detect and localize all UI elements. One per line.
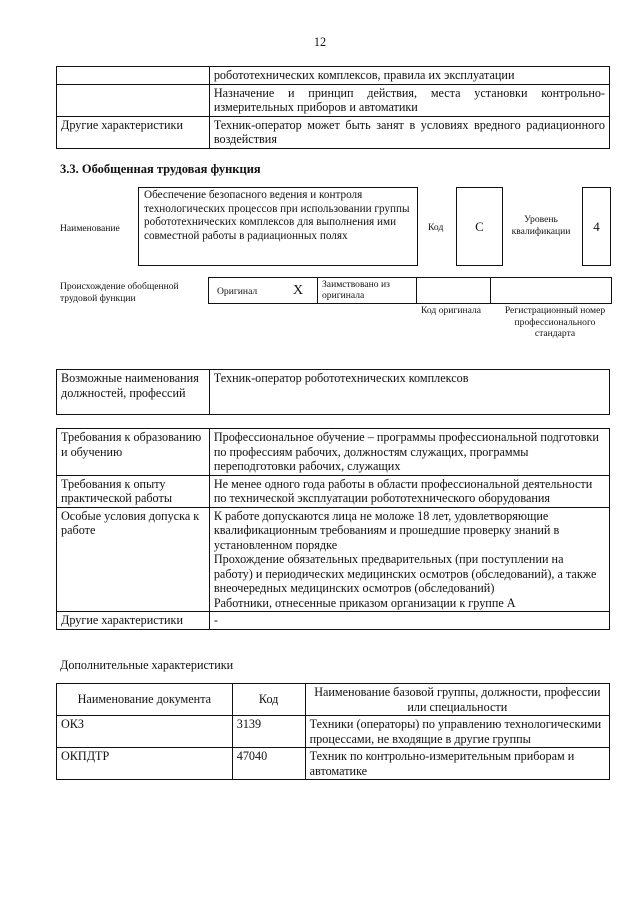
- function-name-box: Обеспечение безопасного ведения и контроля технологических процессов при использовании группы робототехнических комплексов для выполнения ими совместной работы в радиационных полях: [138, 187, 418, 266]
- table-cell-value: Назначение и принцип действия, места установки контрольно-измерительных приборов и автоматики: [209, 84, 609, 116]
- header-name: Наименование базовой группы, должности, профессии или специальности: [305, 684, 609, 716]
- level-value-box: 4: [582, 187, 611, 266]
- original-label: Оригинал: [217, 286, 258, 297]
- table-row: [57, 429, 610, 476]
- code-label: Код: [428, 222, 444, 233]
- requirement-value: Не менее одного года работы в области профессиональной деятельности по технической эксплуатации робототехнического оборудования: [209, 475, 609, 507]
- origin-label: Происхождение обобщенной трудовой функции: [60, 281, 179, 304]
- table-cell-label: [57, 84, 210, 116]
- page-number: 12: [313, 35, 327, 49]
- name-label: Наименование: [60, 223, 120, 234]
- additional-title: Дополнительные характеристики: [60, 658, 234, 672]
- table-row: [57, 475, 610, 507]
- origin-divider: [490, 278, 491, 303]
- requirement-line: К работе допускаются лица не моложе 18 лет, удовлетворяющие квалификационным требованиям и прошедшие проверку знаний в установленном порядке: [213, 508, 560, 552]
- table-row: [57, 612, 610, 630]
- header-code: Код: [232, 684, 305, 716]
- table-row: [57, 748, 610, 780]
- top-table: [56, 66, 610, 149]
- header-doc: Наименование документа: [57, 684, 233, 716]
- code-cell: 3139: [232, 716, 305, 748]
- level-label: Уровень квалификации: [511, 214, 571, 237]
- origin-divider: [317, 278, 318, 303]
- doc-cell: ОКПДТР: [57, 748, 233, 780]
- doc-cell: ОКЗ: [57, 716, 233, 748]
- positions-table: [56, 369, 610, 415]
- origin-box: [208, 277, 612, 304]
- requirement-line: Прохождение обязательных предварительных (при поступлении на работу) и периодических медицинских осмотров (обследований), а также внеочередных медицинских осмотров (обследований): [213, 552, 597, 595]
- requirements-table: [56, 428, 610, 630]
- requirement-label: Другие характеристики: [57, 612, 210, 630]
- positions-value: Техник-оператор робототехнических комплексов: [209, 370, 609, 415]
- requirement-value: [209, 507, 609, 612]
- name-cell: Техник по контрольно-измерительным приборам и автоматике: [305, 748, 609, 780]
- additional-table: [56, 683, 610, 780]
- requirement-value: Профессиональное обучение – программы профессиональной подготовки по профессиям рабочих, должностям служащих, программы переподготовки рабочих, служащих: [209, 429, 609, 476]
- origin-divider: [416, 278, 417, 303]
- section-heading: 3.3. Обобщенная трудовая функция: [60, 162, 261, 176]
- reg-number-caption: Регистрационный номер профессионального стандарта: [504, 305, 606, 339]
- table-row: [57, 370, 610, 415]
- requirement-value: -: [209, 612, 609, 630]
- requirement-label: Требования к опыту практической работы: [57, 475, 210, 507]
- positions-label: Возможные наименования должностей, профессий: [57, 370, 210, 415]
- name-cell: Техники (операторы) по управлению технологическими процессами, не входящие в другие группы: [305, 716, 609, 748]
- borrowed-label: Заимствовано из оригинала: [322, 279, 390, 301]
- requirement-label: Особые условия допуска к работе: [57, 507, 210, 612]
- requirement-line: Работники, отнесенные приказом организации к группе А: [213, 595, 516, 610]
- table-cell-label: Другие характеристики: [57, 116, 210, 148]
- table-row: [57, 67, 610, 85]
- table-cell-value: робототехнических комплексов, правила их эксплуатации: [209, 67, 609, 85]
- table-row: [57, 716, 610, 748]
- code-original-caption: Код оригинала: [420, 305, 482, 316]
- code-value-box: C: [456, 187, 503, 266]
- table-row: [57, 507, 610, 612]
- table-row: [57, 116, 610, 148]
- table-cell-value: Техник-оператор может быть занят в условиях вредного радиационного воздействия: [209, 116, 609, 148]
- table-header-row: [57, 684, 610, 716]
- code-cell: 47040: [232, 748, 305, 780]
- original-mark: X: [293, 283, 304, 298]
- table-cell-label: [57, 67, 210, 85]
- table-row: [57, 84, 610, 116]
- requirement-label: Требования к образованию и обучению: [57, 429, 210, 476]
